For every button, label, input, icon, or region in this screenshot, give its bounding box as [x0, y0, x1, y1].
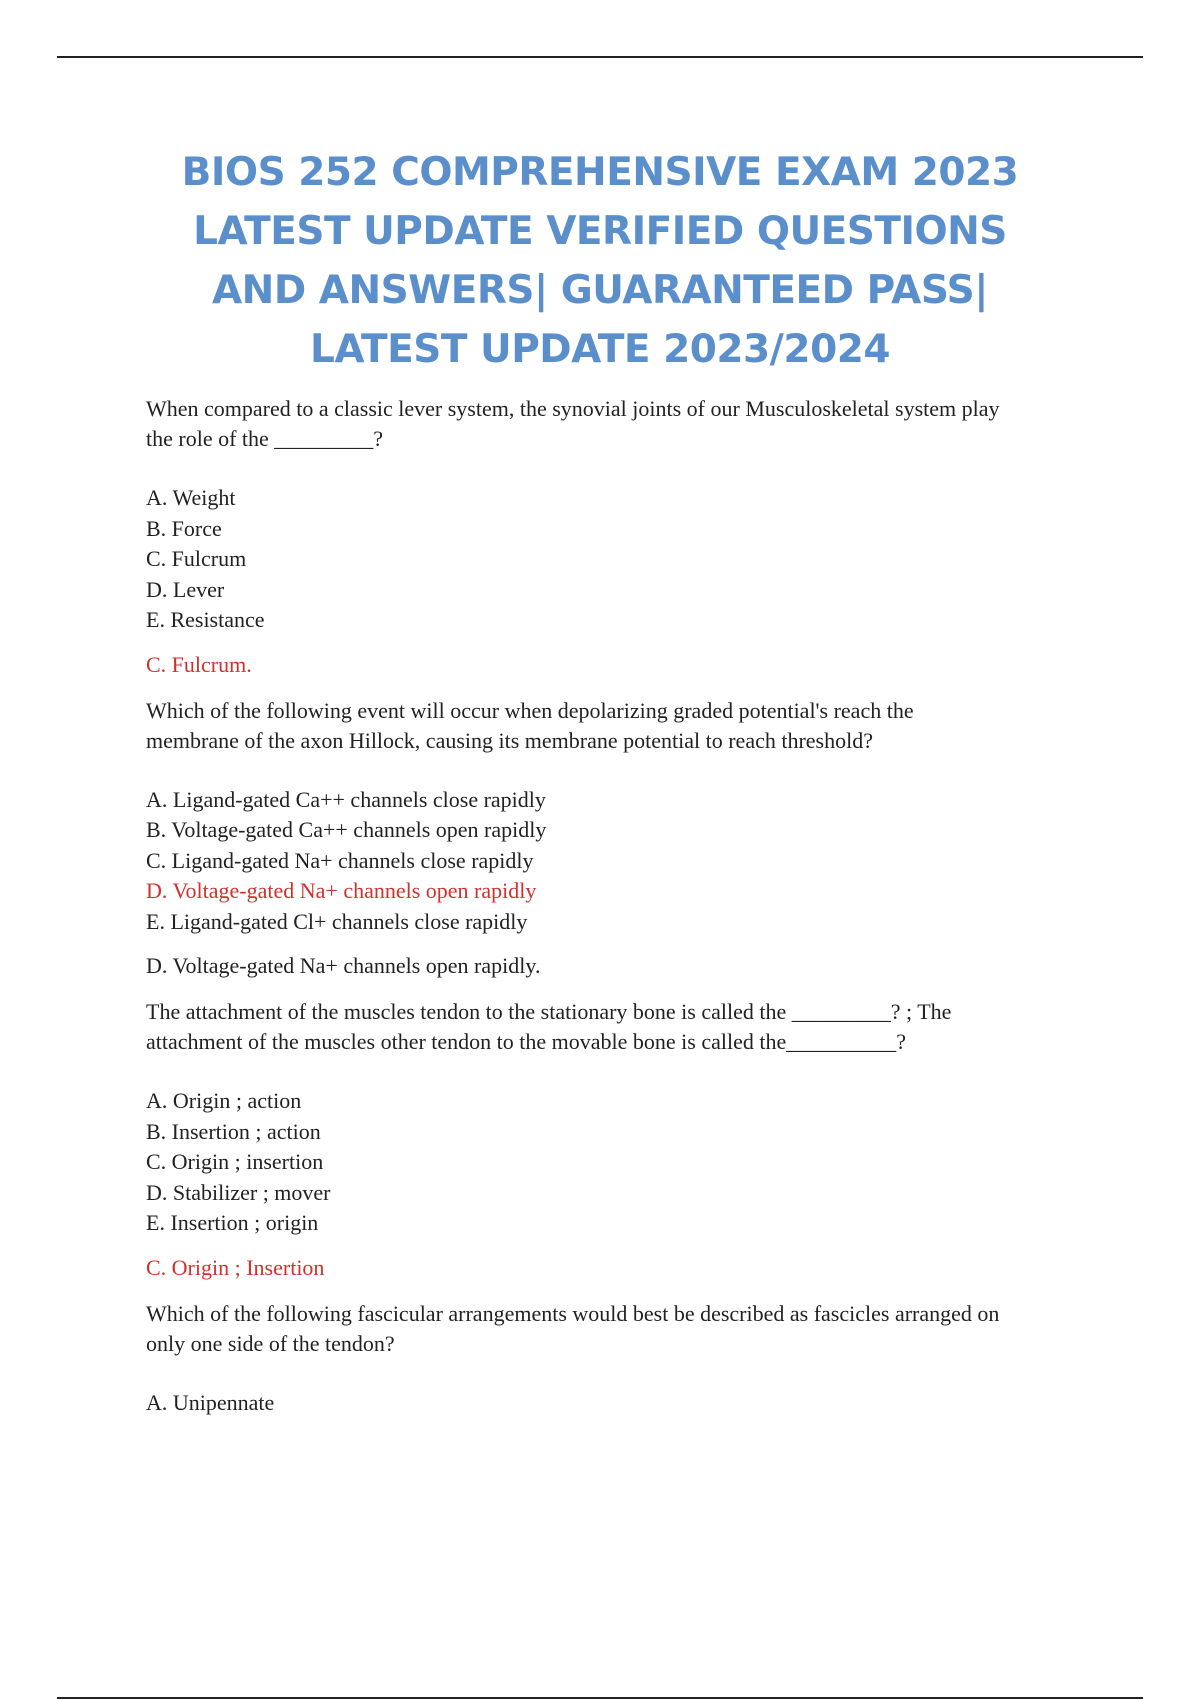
- option-item-highlighted: D. Voltage-gated Na+ channels open rapidly: [146, 878, 537, 903]
- question-line: only one side of the tendon?: [146, 1330, 395, 1356]
- title-line-2: LATEST UPDATE VERIFIED QUESTIONS: [193, 209, 1007, 254]
- option-item: E. Insertion ; origin: [146, 1210, 319, 1235]
- option-item: D. Lever: [146, 576, 225, 602]
- question-line: attachment of the muscles other tendon to the movable bone is called the__________?: [146, 1029, 907, 1054]
- question-line: Which of the following fascicular arrangements would best be described as fascicles arranged on: [146, 1300, 1000, 1326]
- title-line-4: LATEST UPDATE 2023/2024: [310, 327, 890, 372]
- question-line: membrane of the axon Hillock, causing its membrane potential to reach threshold?: [146, 727, 873, 753]
- option-item: A. Weight: [146, 485, 236, 510]
- question-line: Which of the following event will occur when depolarizing graded potential's reach the: [146, 697, 914, 723]
- question-line: When compared to a classic lever system, the synovial joints of our Musculoskeletal system play: [146, 396, 1000, 421]
- option-item: E. Resistance: [146, 607, 265, 632]
- option-item: A. Unipennate: [146, 1389, 275, 1415]
- footer-rule: [57, 1697, 1143, 1699]
- question-block-1: [146, 394, 1106, 680]
- option-item: A. Ligand-gated Ca++ channels close rapidly: [146, 786, 546, 812]
- question-text: [146, 696, 1106, 756]
- answer-text: C. Fulcrum.: [146, 651, 252, 677]
- title-line-3: AND ANSWERS| GUARANTEED PASS|: [212, 268, 988, 313]
- header-rule: [57, 56, 1143, 58]
- option-item: C. Ligand-gated Na+ channels close rapidly: [146, 847, 534, 873]
- option-item: A. Origin ; action: [146, 1088, 302, 1113]
- option-list: [146, 483, 1106, 636]
- option-list: [146, 1086, 1106, 1239]
- option-item: C. Origin ; insertion: [146, 1149, 324, 1174]
- question-line: The attachment of the muscles tendon to the stationary bone is called the _________? ; The: [146, 999, 952, 1024]
- question-block-3: [146, 997, 1106, 1283]
- option-item: B. Voltage-gated Ca++ channels open rapidly: [146, 817, 547, 842]
- option-list: [146, 1388, 1106, 1419]
- option-item: D. Stabilizer ; mover: [146, 1179, 331, 1205]
- answer-text: D. Voltage-gated Na+ channels open rapidly.: [146, 953, 541, 978]
- question-text: [146, 394, 1106, 454]
- document-body: [146, 394, 1106, 1432]
- option-item: B. Insertion ; action: [146, 1118, 321, 1144]
- question-block-2: [146, 696, 1106, 982]
- option-item: B. Force: [146, 515, 222, 541]
- option-item: E. Ligand-gated Cl+ channels close rapidly: [146, 908, 528, 934]
- option-list: [146, 785, 1106, 938]
- question-text: [146, 997, 1106, 1057]
- title-line-1: BIOS 252 COMPREHENSIVE EXAM 2023: [181, 150, 1019, 195]
- answer-text: C. Origin ; Insertion: [146, 1254, 325, 1280]
- question-line: the role of the _________?: [146, 426, 384, 451]
- document-title: [57, 143, 1143, 379]
- question-block-4: [146, 1299, 1106, 1419]
- option-item: C. Fulcrum: [146, 546, 247, 571]
- question-text: [146, 1299, 1106, 1359]
